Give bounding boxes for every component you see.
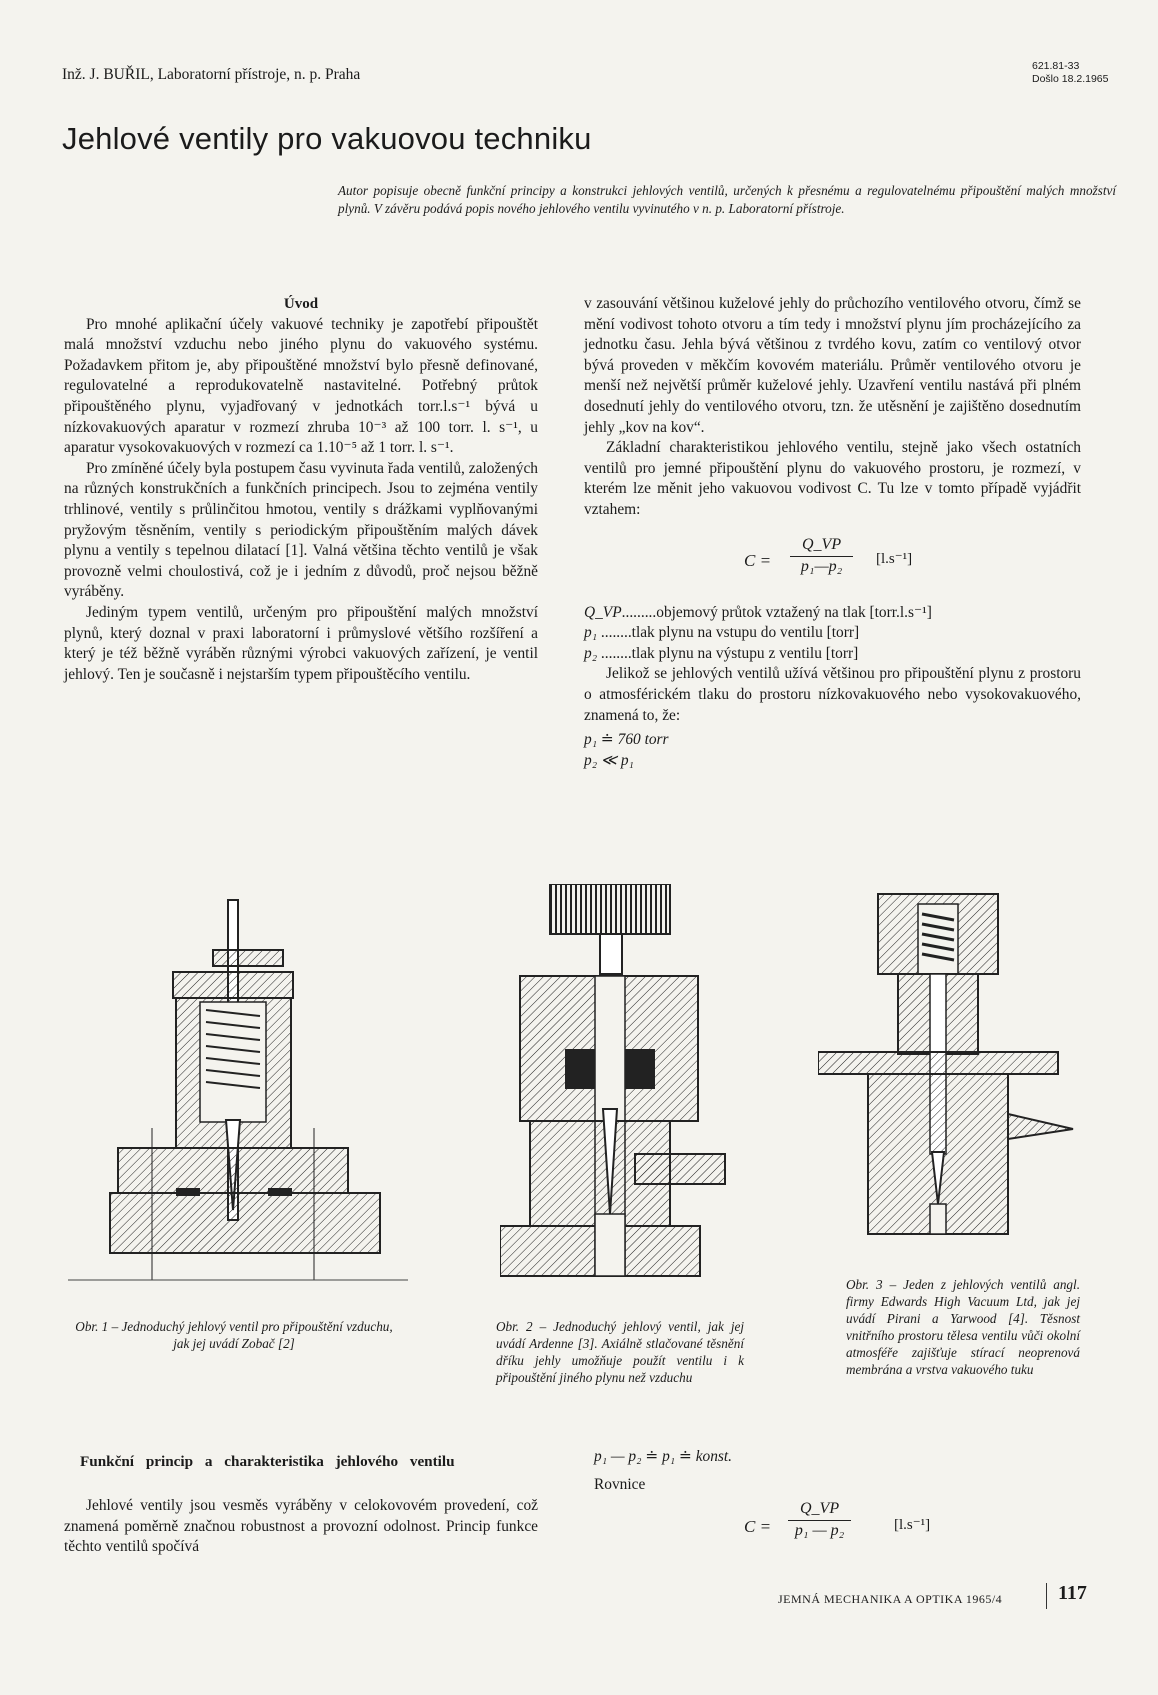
formula-unit: [l.s⁻¹] (894, 1517, 931, 1533)
classification-code: 621.81-33 (1032, 60, 1080, 72)
condition-2: p₂ ≪ p₁ (584, 751, 634, 769)
definition-symbol: p₁ (584, 624, 598, 642)
left-column (64, 294, 538, 685)
paragraph: Jediným typem ventilů, určeným pro připouštění malých množství plynů, který doznal v praxi laboratorní i průmyslové většího rozšíření a který je též běžně vyráběn různými výrobci vakuových zařízení, je ventil jehlový. Ten je současně i nejstarším typem připouštěcího ventilu. (64, 603, 538, 683)
paragraph: Jelikož se jehlových ventilů užívá většinou pro připouštění plynu z prostoru o atmosférickém tlaku do prostoru nízkovakuového nebo vysokovakuového, znamená to, že: (584, 665, 1081, 724)
paragraph: v zasouvání většinou kuželové jehly do průchozího ventilového otvoru, čímž se mění vodivost tohoto otvoru a tím tedy i množství plynu jím procházejícího za jednotku času. Jehla bývá většinou z tvrdého kovu, zatím co ventilový otvor bývá proveden v měkčím kovovém materiálu. Průměr ventilového otvoru je menší než největší průměr kuželové jehly. Uzavření ventilu nastává při plném dosednutí jehly do ventilového otvoru, tzn. že utěsnění je zajištěno dosednutím jehly „kov na kov“. (584, 295, 1081, 436)
section2-right (594, 1447, 1054, 1555)
formula-denominator: p₁—p₂ (800, 558, 843, 576)
received-date: Došlo 18.2.1965 (1032, 73, 1109, 85)
definition-text: ........tlak plynu na vstupu do ventilu [torr] (597, 624, 860, 642)
formula-numerator: Q_VP (790, 535, 853, 558)
definition-row (584, 603, 1081, 624)
classification-block (1032, 60, 1108, 86)
article-title: Jehlové ventily pro vakuovou techniku (62, 121, 592, 156)
paragraph: Základní charakteristikou jehlového ventilu, stejně jako všech ostatních ventilů pro jemné připouštění plynu do vakuového prostoru, je rozmezí, v kterém lze měnit jeho vakuovou vodivost C. Tu lze v tomto případě vyjádřit vztahem: (584, 439, 1081, 518)
figure-2-caption: Obr. 2 – Jednoduchý jehlový ventil, jak jej uvádí Ardenne [3]. Axiálně stlačované těsnění dříku jehly umožňuje použít ventilu i k připouštění jiného plynu než vzduchu (496, 1319, 744, 1385)
conductance-formula (584, 533, 1081, 589)
definition-text: .........objemový průtok vztažený na tlak [torr.l.s⁻¹] (621, 603, 932, 621)
symbol-definitions (584, 603, 1081, 665)
footer-divider (1046, 1583, 1047, 1609)
section2-left (64, 1496, 538, 1558)
pressure-relation: p₁ — p₂ ≐ p₁ ≐ konst. (594, 1448, 733, 1465)
formula-unit: [l.s⁻¹] (876, 550, 913, 567)
conductance-formula-2 (594, 1495, 1054, 1555)
definition-row (584, 644, 1081, 665)
formula-fraction (788, 1499, 851, 1541)
formula-fraction (790, 535, 853, 578)
formula-lhs: C = (744, 1517, 772, 1536)
journal-footer: JEMNÁ MECHANIKA A OPTIKA 1965/4 (778, 1592, 1003, 1606)
rovnice-label: Rovnice (594, 1476, 646, 1493)
definition-text: ........tlak plynu na výstupu z ventilu [torr] (597, 644, 859, 662)
paragraph: Pro mnohé aplikační účely vakuové techniky je zapotřebí připouštět malá množství vzduchu nebo jiného plynu do vakuového systému. Požadavkem přitom je, aby připouštěné množství bylo přesně definované, regulovatelné a reprodukovatelně nastavitelné. Potřebný průtok připouštěného plynu, vyjadřovaný v jednotkách torr.l.s⁻¹ bývá u nízkovakuových aparatur v rozmezí zhruba 10⁻³ až 100 torr. l. s⁻¹, u aparatur vysokovakuových v rozmezí ca 1.10⁻⁵ až 1 torr. l. s⁻¹. (64, 315, 538, 457)
page-number: 117 (1058, 1582, 1087, 1604)
paragraph: Jehlové ventily jsou vesměs vyráběny v celokovovém provedení, což znamená poměrně značnou robustnost a provozní odolnost. Princip funkce těchto ventilů spočívá (64, 1497, 538, 1556)
figure-1-caption: Obr. 1 – Jednoduchý jehlový ventil pro připouštění vzduchu, jak jej uvádí Zobač [2] (75, 1319, 393, 1351)
definition-symbol: Q_VP (584, 603, 622, 621)
right-column (584, 294, 1081, 771)
section-heading-funkcni-princip: Funkční princip a charakteristika jehlového ventilu (80, 1453, 455, 1470)
figure-1-drawing (68, 890, 408, 1300)
abstract: Autor popisuje obecně funkční principy a konstrukci jehlových ventilů, určených k přesnému a regulovatelnému připouštění malých množství plynů. V závěru podává popis nového jehlového ventilu vyvinutého v n. p. Laboratorní přístroje. (338, 183, 1116, 216)
condition-1: p₁ ≐ 760 torr (584, 731, 669, 749)
figure-3-caption: Obr. 3 – Jeden z jehlových ventilů angl. firmy Edwards High Vacuum Ltd, jak jej uvádí Pirani a Yarwood [4]. Těsnost vnitřního prostoru tělesa ventilu vůči okolní atmosféře zajišťuje stírací neoprenová membrána a vrstva vakuového tuku (846, 1277, 1080, 1377)
formula-denominator: p₁ — p₂ (794, 1522, 845, 1539)
figure-2-drawing (500, 884, 730, 1304)
formula-numerator: Q_VP (788, 1499, 851, 1521)
formula-lhs: C = (744, 550, 772, 570)
figure-3-drawing (818, 884, 1078, 1254)
author-line: Inž. J. BUŘIL, Laboratorní přístroje, n. p. Praha (62, 66, 361, 83)
section-heading-uvod: Úvod (283, 296, 319, 312)
definition-symbol: p₂ (584, 644, 598, 662)
definition-row (584, 623, 1081, 644)
paragraph: Pro zmíněné účely byla postupem času vyvinuta řada ventilů, založených na různých konstrukčních a funkčních principech. Jsou to zejména ventily trhlinové, ventily s průlinčitou hmotou, ventily s drážkami vyplňovanými pryžovým těsněním, ventily s periodickým připouštěním malých dávek plynu a ventily s tepelnou dilatací [1]. Valná většina těchto ventilů je však provozně velmi choulostivá, což je i jedním z důvodů, proč nejsou běžně vyráběny. (64, 459, 538, 601)
